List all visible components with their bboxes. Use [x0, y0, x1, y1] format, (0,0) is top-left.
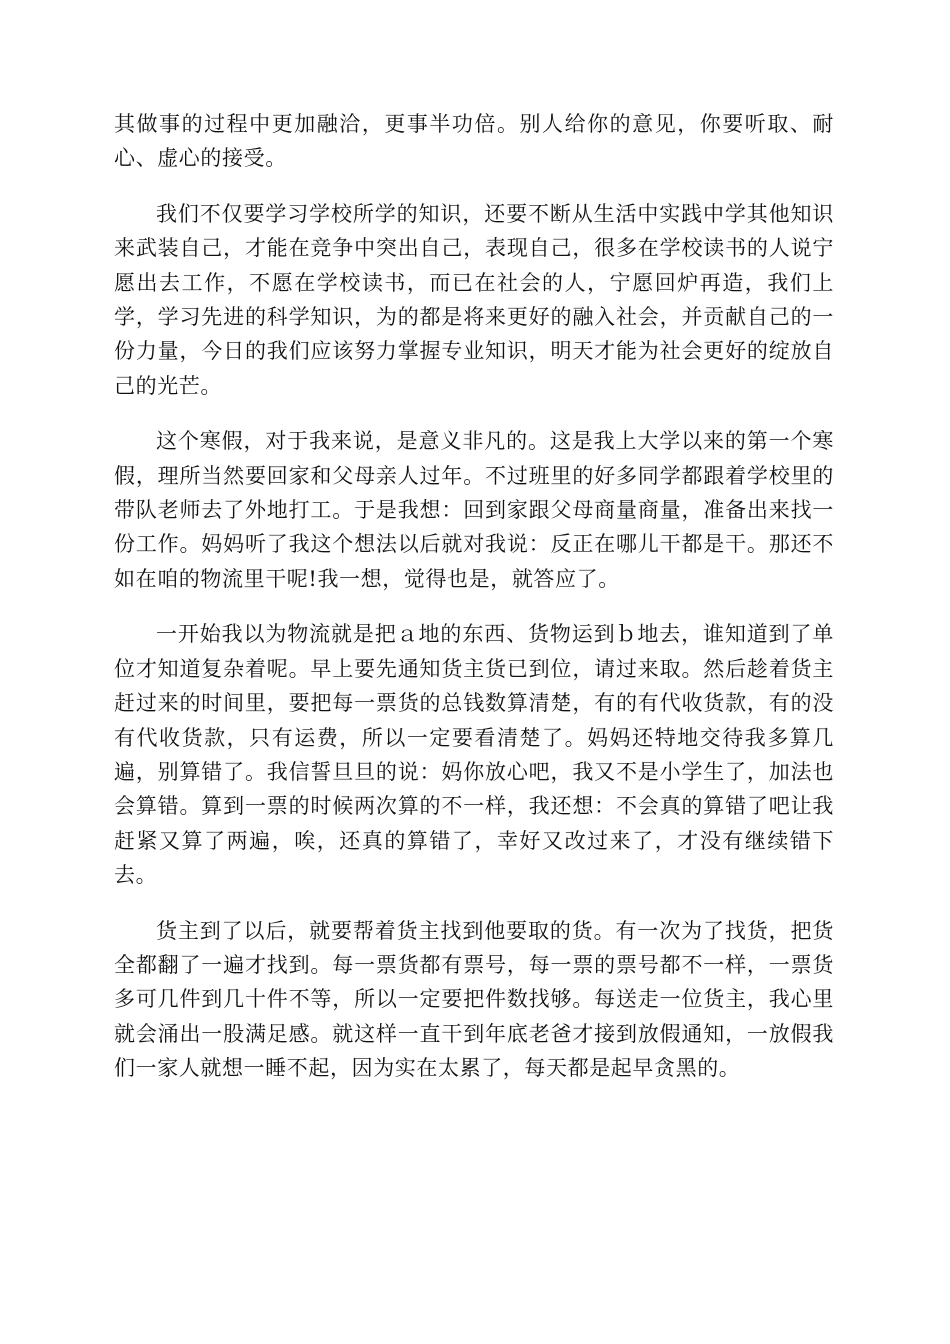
paragraph-4: 一开始我以为物流就是把ａ地的东西、货物运到ｂ地去，谁知道到了单位才知道复杂着呢。早上要先通知货主货已到位，请过来取。然后趁着货主赶过来的时间里，要把每一票货的总钱数算清楚，有的有代收货款，有的没有代收货款，只有运费，所以一定要看清楚了。妈妈还特地交待我多算几遍，别算错了。我信誓旦旦的说：妈你放心吧，我又不是小学生了，加法也会算错。算到一票的时候两次算的不一样，我还想：不会真的算错了吧让我赶紧又算了两遍，唉，还真的算错了，幸好又改过来了，才没有继续错下去。	[114, 622, 834, 888]
paragraph-2: 我们不仅要学习学校所学的知识，还要不断从生活中实践中学其他知识来武装自己，才能在竞争中突出自己，表现自己，很多在学校读书的人说宁愿出去工作，不愿在学校读书，而已在社会的人，宁愿回炉再造，我们上学，学习先进的科学知识，为的都是将来更好的融入社会，并贡献自己的一份力量，今日的我们应该努力掌握专业知识，明天才能为社会更好的绽放自己的光芒。	[114, 201, 834, 398]
paragraph-3: 这个寒假，对于我来说，是意义非凡的。这是我上大学以来的第一个寒假，理所当然要回家和父母亲人过年。不过班里的好多同学都跟着学校里的带队老师去了外地打工。于是我想：回到家跟父母商量商量，准备出来找一份工作。妈妈听了我这个想法以后就对我说：反正在哪儿干都是干。那还不如在咱的物流里干呢!我一想，觉得也是，就答应了。	[114, 429, 834, 591]
paragraph-5: 货主到了以后，就要帮着货主找到他要取的货。有一次为了找货，把货全都翻了一遍才找到。每一票货都有票号，每一票的票号都不一样，一票货多可几件到几十件不等，所以一定要把件数找够。每送走一位货主，我心里就会涌出一股满足感。就这样一直干到年底老爸才接到放假通知，一放假我们一家人就想一睡不起，因为实在太累了，每天都是起早贪黑的。	[114, 918, 834, 1081]
paragraph-1: 其做事的过程中更加融洽，更事半功倍。别人给你的意见，你要听取、耐心、虚心的接受。	[114, 112, 834, 171]
document-body	[114, 107, 834, 1086]
